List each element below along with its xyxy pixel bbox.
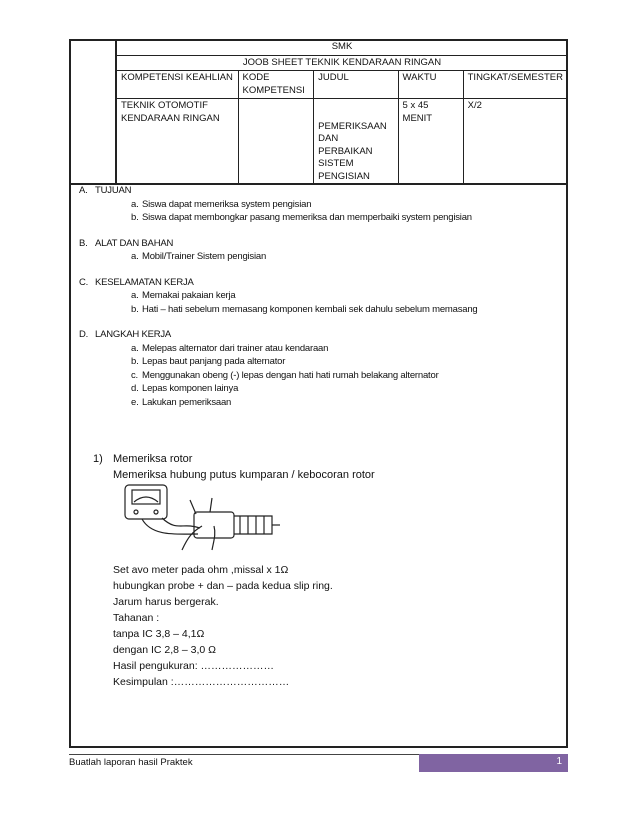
item-letter: b.: [131, 356, 139, 367]
logo-cell: [69, 39, 116, 183]
section-title: TUJUAN: [95, 185, 132, 196]
note-line: hubungkan probe + dan – pada kedua slip ring.: [113, 580, 333, 592]
item-letter: b.: [131, 212, 139, 223]
item-letter: a.: [131, 251, 139, 262]
rotor-test-illustration: [122, 482, 282, 552]
sheet-title-cell: JOOB SHEET TEKNIK KENDARAAN RINGAN: [117, 55, 568, 71]
note-line: Set avo meter pada ohm ,missal x 1Ω: [113, 564, 289, 576]
note-line: Tahanan :: [113, 612, 160, 624]
note-line: Hasil pengukuran: …………………: [113, 660, 275, 672]
procedure-title: Memeriksa rotor: [113, 453, 193, 465]
section-langkah: [79, 328, 559, 409]
item-letter: a.: [131, 290, 139, 301]
section-letter: A.: [79, 185, 88, 196]
item-letter: a.: [131, 342, 139, 354]
section-title: KESELAMATAN KERJA: [95, 276, 194, 288]
note-line: dengan IC 2,8 – 3,0 Ω: [113, 644, 217, 656]
school-cell: SMK: [117, 40, 568, 56]
val-kompetensi: TEKNIK OTOMOTIF KENDARAAN RINGAN: [117, 99, 239, 185]
col-judul: JUDUL: [314, 71, 398, 99]
col-kode: KODE KOMPETENSI: [238, 71, 314, 99]
header-table: [116, 39, 568, 185]
footer-text: Buatlah laporan hasil Praktek: [69, 757, 193, 768]
procedure-subtitle: Memeriksa hubung putus kumparan / kebocoran rotor: [113, 469, 375, 481]
sections: [79, 184, 559, 409]
item-letter: a.: [131, 198, 139, 210]
list-item: Lepas baut panjang pada alternator: [142, 356, 286, 367]
col-kompetensi: KOMPETENSI KEAHLIAN: [117, 71, 239, 99]
measurement-notes: [113, 562, 513, 690]
val-tingkat: X/2: [463, 99, 567, 185]
list-item: Melepas alternator dari trainer atau kendaraan: [142, 342, 329, 354]
list-item: Lepas komponen lainya: [142, 383, 239, 394]
list-item: Mobil/Trainer Sistem pengisian: [142, 251, 267, 262]
note-line: Kesimpulan :……………………………: [113, 676, 290, 688]
list-item: Hati – hati sebelum memasang komponen kembali sek dahulu sebelum memasang: [142, 303, 478, 315]
list-item: Memakai pakaian kerja: [142, 290, 236, 301]
item-letter: b.: [131, 303, 139, 315]
section-letter: D.: [79, 329, 89, 340]
list-item: Lakukan pemeriksaan: [142, 396, 232, 408]
section-letter: C.: [79, 276, 89, 288]
col-tingkat: TINGKAT/SEMESTER: [463, 71, 567, 99]
list-item: Siswa dapat memeriksa system pengisian: [142, 198, 312, 210]
val-waktu: 5 x 45 MENIT: [398, 99, 463, 185]
page-number: 1: [556, 756, 562, 767]
val-kode: [238, 99, 314, 185]
procedure-heading: [93, 451, 533, 483]
list-item: Menggunakan obeng (-) lepas dengan hati hati rumah belakang alternator: [142, 369, 439, 381]
section-keselamatan: [79, 276, 559, 317]
page-number-box: [419, 754, 568, 772]
section-tujuan: [79, 184, 559, 225]
item-letter: d.: [131, 383, 139, 394]
list-item: Siswa dapat membongkar pasang memeriksa dan memperbaiki system pengisian: [142, 212, 472, 223]
procedure-number: 1): [93, 453, 103, 465]
section-title: LANGKAH KERJA: [95, 329, 172, 340]
val-judul: PEMERIKSAAN DAN PERBAIKAN SISTEM PENGISIAN: [314, 99, 398, 185]
item-letter: c.: [131, 369, 138, 381]
item-letter: e.: [131, 396, 139, 408]
note-line: tanpa IC 3,8 – 4,1Ω: [113, 628, 205, 640]
note-line: Jarum harus bergerak.: [113, 596, 219, 608]
section-title: ALAT DAN BAHAN: [95, 237, 174, 249]
section-alat: [79, 237, 559, 264]
section-letter: B.: [79, 237, 88, 249]
col-waktu: WAKTU: [398, 71, 463, 99]
